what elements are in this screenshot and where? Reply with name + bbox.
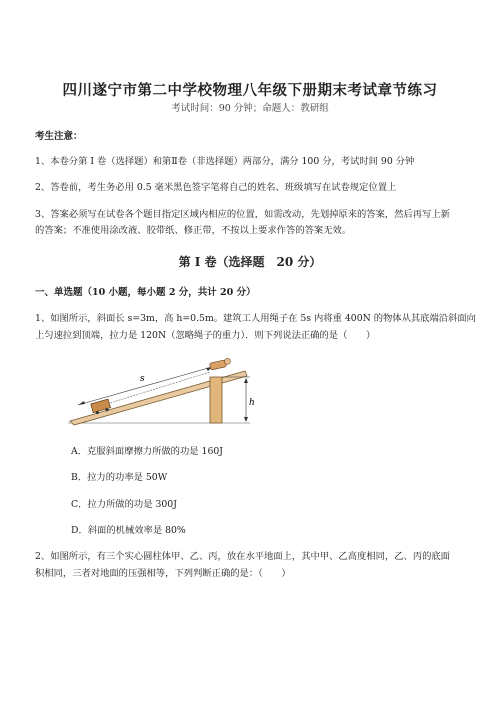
part-heading: 一、单选题（10 小题，每小题 2 分，共计 20 分） (35, 287, 256, 298)
inclined-plane-figure (60, 355, 270, 430)
option-c[interactable]: C．拉力所做的功是 300J (71, 499, 177, 510)
question-1-line-2: 上匀速拉到顶端，拉力是 120N（忽略绳子的重力）．则下列说法正确的是（ ） (35, 330, 376, 341)
notice-item-3-line-2: 的答案；不准使用涂改液、胶带纸、修正带，不按以上要求作答的答案无效。 (35, 225, 352, 236)
support-block (210, 377, 222, 423)
option-d[interactable]: D．斜面的机械效率是 80% (71, 525, 186, 536)
worker (209, 358, 231, 370)
section-title: 第 I 卷（选择题 20 分） (178, 255, 322, 269)
label-h: h (249, 398, 255, 408)
notice-heading: 考生注意： (35, 131, 83, 142)
notice-item-1: 1、本卷分第 I 卷（选择题）和第Ⅱ卷（非选择题）两部分，满分 100 分，考试时间 90 分钟 (35, 156, 415, 167)
exam-info: 考试时间：90 分钟；命题人：教研组 (171, 103, 329, 114)
page-title: 四川遂宁市第二中学校物理八年级下册期末考试章节练习 (62, 82, 438, 99)
question-1-line-1: 1、如图所示，斜面长 s=3m，高 h=0.5m。建筑工人用绳子在 5s 内将重 400N 的物体从其底端沿斜面向 (35, 313, 476, 324)
question-2-line-2: 积相同，三者对地面的压强相等，下列判断正确的是：（ ） (35, 568, 291, 579)
label-s: s (140, 374, 145, 384)
notice-item-3-line-1: 3、答案必须写在试卷各个题目指定区域内相应的位置，如需改动，先划掉原来的答案，然后再写上新 (35, 209, 450, 220)
option-b[interactable]: B．拉力的功率是 50W (71, 472, 168, 483)
option-a[interactable]: A．克服斜面摩擦力所做的功是 160J (71, 446, 224, 457)
notice-item-2: 2、答卷前，考生务必用 0.5 毫米黑色签字笔将自己的姓名、班级填写在试卷规定位置上 (35, 182, 397, 193)
question-2-line-1: 2、如图所示，有三个实心圆柱体甲、乙、丙，放在水平地面上，其中甲、乙高度相同，乙、丙的底面 (35, 551, 450, 562)
